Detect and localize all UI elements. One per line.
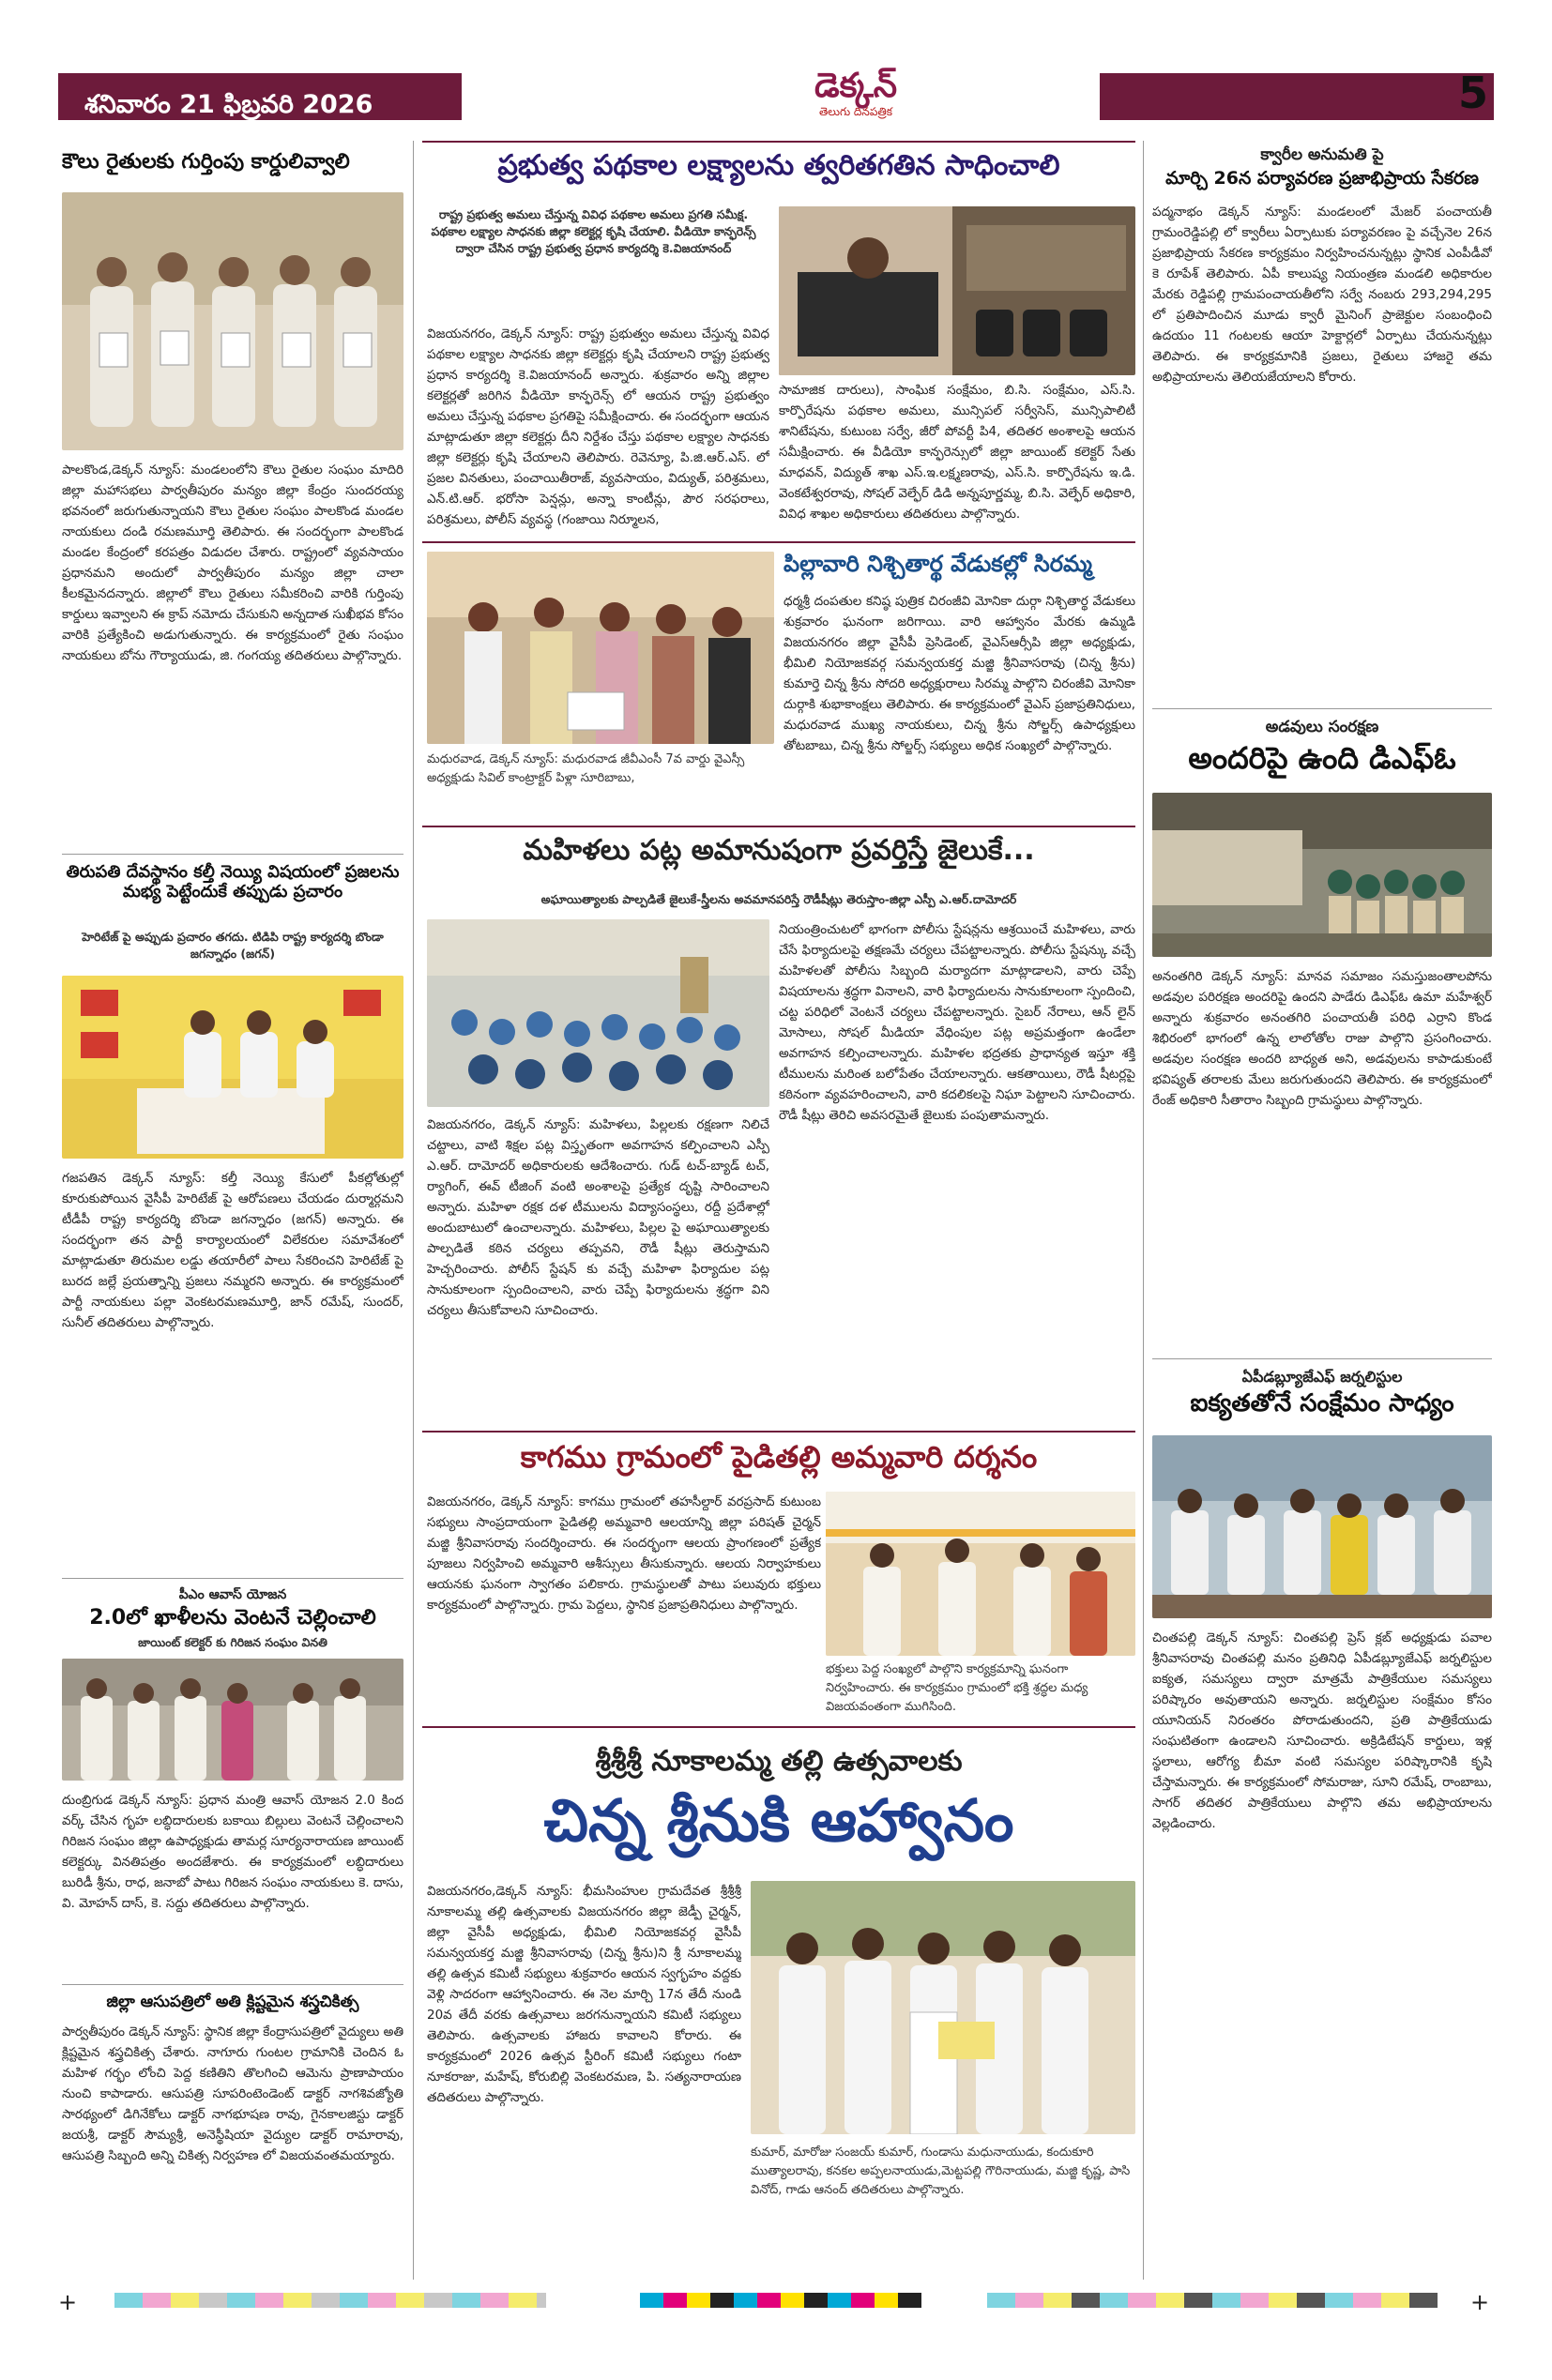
headline-forest: అందరిపై ఉంది డిఎఫ్ఓ	[1188, 740, 1456, 776]
article-govt-schemes-right: సామాజిక దారులు), సాంఘిక సంక్షేమం, బి.సి. సంక్షేమం, ఎస్.సి. కార్పొరేషను పథకాల అమలు, మున్సిపల్ సర్వీసెస్, మున్సిపాలిటీ శానిటేషను, కుటుంబ సర్వే, జీరో పోవర్టీ పి4, తదితర అంశాలపై ఆయన సమీక్షించారు. ఈ వీడియో కాన్ఫరెన్సులో జిల్లా జాయింట్ కలెక్టర్ సేతు మాధవన్, విద్యుత్ శాఖ ఎస్.ఇ.లక్ష్మణరావు, ఎస్.సి. కార్పొరేషను ఇ.డి. వెంకటేశ్వరరావు, సోషల్ వెల్ఫేర్ డిడి అన్నపూర్ణమ్మ, బి.సి. వెల్ఫేర్ అధికారి, వివిధ శాఖల అధికారులు తదితరులు పాల్గొన్నారు.	[779, 383, 1135, 522]
press-meet-graphic	[62, 976, 403, 1159]
article-journalists-body: చింతపల్లి డెక్కన్ న్యూస్: చింతపల్లి ప్రెస్ క్లబ్ అధ్యక్షుడు పవాల శ్రీనివాసరావు చింతపల్లి మనం ప్రతినిధి ఏపీడబ్ల్యూజేఎఫ్ జర్నలిస్టుల ఐక్యత, సమస్యలు ద్వారా మాత్రమే పాత్రికేయుల సమస్యలు పరిష్కారం అవుతాయని అన్నారు. జర్నలిస్టుల సంక్షేమం కోసం యూనియన్ నిరంతరం పోరాడుతుందని, ప్రతి పాత్రికేయుడు సంఘటితంగా ఉండాలని సూచించారు. అక్రిడిటేషన్ కార్డులు, ఇళ్ల స్థలాలు, ఆరోగ్య బీమా వంటి సమస్యల పరిష్కారానికి కృషి చేస్తామన్నారు. ఈ కార్యక్రమంలో సోమరాజు, సూని రమేష్, రాంబాబు, సాగర్ తదితర పాత్రికేయులు పాల్గొని తమ అభిప్రాయాలను వెల్లడించారు.	[1152, 1630, 1492, 1831]
kicker-awas-yojana: పీఎం ఆవాస్ యోజన	[178, 1587, 287, 1602]
column-rule	[1143, 141, 1144, 2280]
article-kagamu-temple-body: విజయనగరం, డెక్కన్ న్యూస్: కాగము గ్రామంలో తహసీల్దార్ వరప్రసాద్ కుటుంబ సభ్యులు సాంప్రదాయంగా పైడితల్లి అమ్మవారి ఆలయాన్ని జిల్లా పరిషత్ చైర్మన్ మజ్జి శ్రీనివాసరావు సందర్శించారు. ఈ సందర్భంగా ఆలయ ప్రాంగణంలో ప్రత్యేక పూజలు నిర్వహించి అమ్మవారి ఆశీస్సులు తీసుకున్నారు. ఆలయ నిర్వాహకులు ఆయనకు ఘనంగా స్వాగతం పలికారు. గ్రామస్థులతో పాటు పలువురు భక్తులు కార్యక్రమంలో పాల్గొన్నారు. గ్రామ పెద్దలు, స్థానిక ప్రజాప్రతినిధులు పాల్గొన్నారు.	[427, 1494, 821, 1613]
headline-quarry: మార్చి 26న పర్యావరణ ప్రజాభిప్రాయ సేకరణ	[1165, 168, 1479, 189]
photo-engagement	[427, 552, 774, 744]
registration-mark: +	[58, 2289, 78, 2315]
subhead-govt-schemes: రాష్ట్ర ప్రభుత్వ అమలు చేస్తున్న వివిధ పథకాల అమలు ప్రగతి సమీక్ష. పథకాల లక్ష్యాల సాధనకు జిల్లా కలెక్టర్ల కృషి చేయాలి. వీడియో కాన్ఫరెన్స్ ద్వారా చేసిన రాష్ట్ర ప్రభుత్వ ప్రధాన కార్యదర్శి కె.విజయానంద్	[431, 207, 756, 255]
headline-invitation: చిన్న శ్రీనుకి ఆహ్వానం	[543, 1786, 1014, 1855]
headline-tenant-farmers: కౌలు రైతులకు గుర్తింపు కార్డులివ్వాలి	[62, 150, 350, 174]
color-bar-center	[640, 2293, 921, 2308]
subhead-tirupati-ghee: హెరిటేజ్ పై అప్పుడు ప్రచారం తగదు. టిడిపి రాష్ట్ర కార్యదర్శి బొండా జగన్నాధం (జగన్)	[82, 930, 384, 961]
article-women-safety-right: నియంత్రించుటలో భాగంగా పోలీసు స్టేషన్లను ఆశ్రయించే మహిళలు, వారు చేసే ఫిర్యాదులపై తక్షణమే చర్యలు చేపట్టాలన్నారు. పోలీసు స్టేషన్కు వచ్చే మహిళలతో పోలీసు సిబ్బంది మర్యాదగా మాట్లాడాలని, వారు చెప్పే విషయాలను శ్రద్ధగా వినాలని, వారి ఫిర్యాదులను సానుకూలంగా స్పందించి, చట్ట పరిధిలో వెంటనే చర్యలు చేపట్టాలన్నారు. సైబర్ నేరాలు, ఆన్ లైన్ మోసాలు, సోషల్ మీడియా వేధింపుల పట్ల అప్రమత్తంగా ఉండేలా అవగాహన కల్పించాలన్నారు. మహిళల భద్రతకు ప్రాధాన్యత ఇస్తూ శక్తి టీములను మరింత బలోపేతం చేయాలన్నారు. ఆకతాయిలు, రౌడీ షీటర్లపై కఠినంగా వ్యవహరించాలని, వారి కదలికలపై నిఘా పెట్టాలని సూచించారు. రౌడీ షీట్లు తెరిచి అవసరమైతే జైలుకు పంపుతామన్నారు.	[779, 922, 1135, 1123]
kicker-quarry: క్వారీల అనుమతి పై	[1260, 145, 1384, 164]
kicker-nookalamma: శ్రీశ్రీశ్రీ నూకాలమ్మ తల్లి ఉత్సవాలకు	[595, 1745, 963, 1778]
divider	[62, 854, 403, 855]
farmers-photo-graphic	[62, 192, 403, 450]
subhead-women-safety: అఘాయిత్యాలకు పాల్పడితే జైలుకే-స్త్రీలను అవమానపరిస్తే రౌడీషీట్లు తెరుస్తాం-జిల్లా ఎస్పీ ఎ.ఆర్.దామోదర్	[540, 892, 1017, 906]
top-story-rule	[422, 141, 1135, 143]
photo-forest-meeting	[1152, 793, 1492, 957]
newspaper-logo	[799, 68, 912, 122]
headline-engagement: పిల్లావారి నిశ్చితార్థ వేడుకల్లో సిరమ్మ	[784, 551, 1092, 577]
masthead-date-bar	[58, 73, 462, 120]
page-number: 5	[1457, 68, 1488, 118]
photo-temple-visit	[826, 1492, 1135, 1656]
logo-brand: డెక్కన్	[814, 67, 898, 105]
headline-kagamu-temple: కాగము గ్రామంలో పైడితల్లి అమ్మవారి దర్శనం	[520, 1439, 1038, 1475]
photo-journalists-meet	[1152, 1435, 1492, 1618]
police-meeting-graphic	[427, 919, 769, 1107]
story-rule	[422, 1726, 1135, 1728]
masthead	[58, 66, 1494, 124]
article-quarry-body: పద్మనాభం డెక్కన్ న్యూస్: మండలంలో మేజర్ పంచాయతీ గ్రామంరెడ్డిపల్లి లో క్వారీలు ఏర్పాటుకు పర్యావరణం పై వచ్చేనెల 26న ప్రజాభిప్రాయ సేకరణ కార్యక్రమం నిర్వహించనున్నట్లు స్థానిక ఎంపీడీవో కె రూపేశ్ తెలిపారు. ఏపీ కాలుష్య నియంత్రణ మండలి అధికారుల మేరకు రెడ్డిపల్లి గ్రామపంచాయతీలోని సర్వే నంబరు 293,294,295 లో ప్రతిపాదించిన మూడు క్వారీ మైనింగ్ ప్రాజెక్టుల సంబంధించి ఉదయం 11 గంటలకు ఆయా హెక్టార్లలో ఏర్పాటు చేయనున్నట్లు తెలిపారు. ఈ కార్యక్రమానికి ప్రజలు, రైతులు హాజరై తమ అభిప్రాయాలను తెలియజేయాలని కోరారు.	[1152, 205, 1492, 385]
story-rule	[422, 1431, 1135, 1433]
kicker-forest: అడవులు సంరక్షణ	[1265, 718, 1379, 736]
photo-press-meet	[62, 976, 403, 1159]
color-bar-left	[114, 2293, 546, 2308]
divider	[1152, 708, 1492, 709]
engagement-graphic	[427, 552, 774, 744]
headline-women-safety: మహిళలు పట్ల అమానుషంగా ప్రవర్తిస్తే జైలుకే...	[523, 834, 1035, 867]
caption-invitation: కుమార్, మారోజు సంజయ్ కుమార్, గుండాసు మధునాయుడు, కందుకూరి ముత్యాలరావు, కనకల అప్పలనాయుడు,మెట్టపల్లి గౌరినాయుడు, మజ్జి కృష్ణ, పాసి వినోద్, గాడు ఆనంద్ తదితరులు పాల్గొన్నారు.	[751, 2145, 1131, 2197]
print-registration-bar	[58, 2289, 1494, 2315]
logo-tagline: తెలుగు దినపత్రిక	[818, 105, 893, 118]
column-rule	[413, 141, 414, 2280]
divider	[62, 1984, 403, 1985]
masthead-date: శనివారం 21 ఫిబ్రవరి 2026	[84, 90, 373, 119]
photo-video-conference	[779, 206, 1135, 375]
video-conference-graphic	[779, 206, 1135, 375]
article-surgery-body: పార్వతీపురం డెక్కన్ న్యూస్: స్థానిక జిల్లా కేంద్రాసుపత్రిలో వైద్యులు అతి క్లిష్టమైన శస్త్రచికిత్స చేశారు. నాగూరు గుంటల గ్రామానికి చెందిన ఓ మహిళ గర్భం లోంచి పెద్ద కణితిని తొలగించి ఆమెను ప్రాణాపాయం నుంచి కాపాడారు. ఆసుపత్రి సూపరింటెండెంట్ డాక్టర్ నాగశివజ్యోతి సారథ్యంలో డిగినేకోలు డాక్టర్ నాగభూషణ రావు, గైనకాలజిస్టు డాక్టర్ జయశ్రీ, డాక్టర్ సౌమ్యశ్రీ, అనెస్థీషియా వైద్యుల డాక్టర్ రామారావు, ఆసుపత్రి సిబ్బంది అన్ని చికిత్స నిర్వహణ లో విజయవంతమయ్యారు.	[62, 2024, 403, 2163]
article-women-safety-left: విజయనగరం, డెక్కన్ న్యూస్: మహిళలు, పిల్లలకు రక్షణగా నిలిచే చట్టాలు, వాటి శిక్షల పట్ల విస్తృతంగా అవగాహన కల్పించాలని ఎస్పీ ఎ.ఆర్. దామోదర్ అధికారులకు ఆదేశించారు. గుడ్ టచ్-బ్యాడ్ టచ్, ర్యాగింగ్, ఈవ్ టీజింగ్ వంటి అంశాలపై ప్రత్యేక దృష్టి సారించాలని అన్నారు. మహిళా రక్షక దళ టీములను విద్యాసంస్థలు, రద్దీ ప్రదేశాల్లో అందుబాటులో ఉంచాలన్నారు. మహిళలు, పిల్లల పై అఘాయిత్యాలకు పాల్పడితే కఠిన చర్యలు తప్పవని, రౌడీ షీట్లు తెరుస్తామని హెచ్చరించారు. పోలీస్ స్టేషన్ కు వచ్చే మహిళా ఫిర్యాదుల పట్ల సానుకూలంగా స్పందించాలని, వారు చెప్పే ఫిర్యాదులను శ్రద్ధగా విని చర్యలు తీసుకోవాలని సూచించారు.	[427, 1117, 769, 1318]
story-rule	[422, 826, 1135, 827]
divider	[1152, 1358, 1492, 1359]
journalists-meet-graphic	[1152, 1435, 1492, 1618]
headline-govt-schemes: ప్రభుత్వ పథకాల లక్ష్యాలను త్వరితగతిన సాధించాలి	[497, 149, 1060, 182]
article-engagement-body: ధర్మశ్రీ దంపతుల కనిష్ఠ పుత్రిక చిరంజీవి మోనికా దుర్గా నిశ్చితార్థ వేడుకలు శుక్రవారం ఘనంగా జరిగాయి. వారి ఆహ్వానం మేరకు ఉమ్మడి విజయనగరం జిల్లా వైసీపీ ప్రెసిడెంట్, వైఎస్ఆర్సీపి జిల్లా అధ్యక్షుడు, భీమిలి నియోజకవర్గ సమన్వయకర్త మజ్జి శ్రీనివాసరావు (చిన్న శ్రీను) కుమార్తె చిన్న శ్రీను సోదరి అధ్యక్షురాలు సిరమ్మ పాల్గొని చిరంజీవి మోనికా దుర్గాకి శుభాకాంక్షలు తెలిపారు. ఈ కార్యక్రమంలో వైఎస్ ప్రజాప్రతినిధులు, మధురవాడ ముఖ్య నాయకులు, చిన్న శ్రీను సోల్జర్స్ ఉపాధ్యక్షులు తోటబాబు, చిన్న శ్రీను సోల్జర్స్ సభ్యులు అధిక సంఖ్యలో పాల్గొన్నారు.	[784, 594, 1135, 753]
color-bar-right	[987, 2293, 1438, 2308]
photo-farmers-pamphlet	[62, 192, 403, 450]
joint-collector-graphic	[62, 1659, 403, 1781]
headline-tirupati-ghee: తిరుపతి దేవస్థానం కల్తీ నెయ్యి విషయంలో ప్రజలను మభ్య పెట్టేందుకే తప్పుడు ప్రచారం	[66, 862, 400, 902]
article-tirupati-ghee-body: గజపతిన డెక్కన్ న్యూస్: కల్తీ నెయ్యి కేసులో పీకల్లోతుల్లో కూరుకుపోయిన వైసీపీ హెరిటేజ్ పై ఆరోపణలు చేయడం దుర్మార్గమని టీడీపీ రాష్ట్ర కార్యదర్శి బొండా జగన్నాధం (జగన్) అన్నారు. ఈ సందర్భంగా తన పార్టీ కార్యాలయంలో విలేకరుల సమావేశంలో మాట్లాడుతూ తిరుమల లడ్డు తయారీలో పాలు సేకరించని హెరిటేజ్ పై బురద జల్లే ప్రయత్నాన్ని ప్రజలు నమ్మరని అన్నారు. ఈ కార్యక్రమంలో పార్టీ నాయకులు పల్లా వెంకటరమణమూర్తి, జాన్ రమేష్, సుందర్, సునీల్ తదితరులు పాల్గొన్నారు.	[62, 1171, 403, 1330]
story-rule	[422, 541, 1135, 543]
caption-engagement: మధురవాడ, డెక్కన్ న్యూస్: మధురవాడ జీవీఎంసీ 7వ వార్డు వైఎస్సీ అధ్యక్షుడు సివిల్ కాంట్రాక్టర్ పిళ్లా సూరిబాబు,	[427, 752, 745, 785]
photo-joint-collector	[62, 1659, 403, 1781]
photo-police-meeting	[427, 919, 769, 1107]
article-awas-yojana-body: దుంబ్రిగుడ డెక్కన్ న్యూస్: ప్రధాన మంత్రి ఆవాస్ యోజన 2.0 కింద వర్క్ చేసిన గృహ లబ్ధిదారులకు బకాయి బిల్లులు వెంటనే చెల్లించాలని గిరిజన సంఘం జిల్లా ఉపాధ్యక్షుడు తామర్ల సూర్యనారాయణ జాయింట్ కలెక్టర్కు వినతిపత్రం అందజేశారు. ఈ కార్యక్రమంలో లబ్ధిదారులు బురిడీ శ్రీను, రాధ, జనాబో పాటు గిరిజన సంఘం నాయకులు కె. దాసు, వి. మోహన్ దాస్, కె. సద్దు తదితరులు పాల్గొన్నారు.	[62, 1793, 403, 1911]
caption-temple-visit: భక్తులు పెద్ద సంఖ్యలో పాల్గొని కార్యక్రమాన్ని ఘనంగా నిర్వహించారు. ఈ కార్యక్రమం గ్రామంలో భక్తి శ్రద్ధల మధ్య విజయవంతంగా ముగిసింది.	[826, 1662, 1088, 1714]
article-forest-body: అనంతగిరి డెక్కన్ న్యూస్: మానవ సమాజం సమస్తుజంతాలపోను అడవుల పరిరక్షణ అందరిపై ఉందని పాడేరు డిఎఫ్ఓ ఉమా మహేశ్వర్ అన్నారు శుక్రవారం అనంతగిరి పంచాయతీ పరిధి ఎర్రాని కొండ శిభిరంలో భాగంలో ఉన్న లాలోతోల రాజు పాల్గొని ప్రసంగించారు. అడవుల సంరక్షణ అందరి బాధ్యత అని, అడవులను కాపాడుకుంటే భవిష్యత్ తరాలకు మేలు జరుగుతుందని తెలిపారు. ఈ కార్యక్రమంలో రేంజ్ అధికారి సీతారాం సిబ్బంది గ్రామస్థులు పాల్గొన్నారు.	[1152, 969, 1492, 1108]
masthead-right-bar	[1100, 73, 1494, 120]
divider	[62, 1578, 403, 1579]
article-invitation-body: విజయనగరం,డెక్కన్ న్యూస్: భీమసింహుల గ్రామదేవత శ్రీశ్రీశ్రీ నూకాలమ్మ తల్లి ఉత్సవాలకు విజయనగరం జిల్లా జెడ్పీ చైర్మన్, జిల్లా వైసీపీ అధ్యక్షుడు, భీమిలి నియోజకవర్గ వైసీపీ సమన్వయకర్త మజ్జి శ్రీనివాసరావు (చిన్న శ్రీను)ని శ్రీ నూకాలమ్మ తల్లి ఉత్సవ కమిటీ సభ్యులు శుక్రవారం ఆయన స్వగృహం వద్దకు వెళ్లి సాదరంగా ఆహ్వానించారు. ఈ నెల మార్చి 17న తేదీ నుండి 20వ తేదీ వరకు ఉత్సవాలు జరగనున్నాయని కమిటీ సభ్యులు తెలిపారు. ఉత్సవాలకు హాజరు కావాలని కోరారు. ఈ కార్యక్రమంలో 2026 ఉత్సవ స్టీరింగ్ కమిటీ సభ్యులు గంటా నూకరాజు, మహేష్, కోరుబిల్లి వెంకటరమణ, పి. సత్యనారాయణ తదితరులు పాల్గొన్నారు.	[427, 1884, 741, 2105]
forest-meeting-graphic	[1152, 793, 1492, 957]
subhead-awas-yojana: జాయింట్ కలెక్టర్ కు గిరిజన సంఘం వినతి	[138, 1635, 327, 1649]
headline-surgery: జిల్లా ఆసుపత్రిలో అతి క్లిష్టమైన శస్త్రచికిత్స	[106, 1993, 359, 2011]
article-tenant-farmers-body: పాలకొండ,డెక్కన్ న్యూస్: మండలంలోని కౌలు రైతుల సంఘం మాదిరి జిల్లా మహాసభలు పార్వతీపురం మన్యం జిల్లా కేంద్రం సుందరయ్య భవనంలో జరుగుతున్నాయని కౌలు రైతుల సంఘం పాలకొండ మండల నాయకులు దండి రమణమూర్తి తెలిపారు. ఈ సందర్భంగా పాలకొండ మండల కేంద్రంలో కరపత్రం విడుదల చేశారు. రాష్ట్రంలో వ్యవసాయం ప్రధానమని అందులో పార్వతీపురం మన్యం జిల్లా చాలా కీలకమైనదన్నారు. జిల్లాలో కౌలు రైతులు సమీకరించి వారికి గుర్తింపు కార్డులు ఇవ్వాలని ఈ క్రాప్ నమోదు చేసుకుని అన్నదాత సుఖీభవ కోసం వారికి ప్రత్యేకించి అడుగుతున్నారు. ఈ కార్యక్రమంలో రైతు సంఘం నాయకులు బోను గౌర్యాయుడు, జి. గంగయ్య తదితరులు పాల్గొన్నారు.	[62, 462, 403, 663]
headline-awas-yojana: 2.0లో ఖాళీలను వెంటనే చెల్లించాలి	[89, 1606, 376, 1630]
article-govt-schemes-left: విజయనగరం, డెక్కన్ న్యూస్: రాష్ట్ర ప్రభుత్వం అమలు చేస్తున్న వివిధ పథకాల లక్ష్యాల సాధనకు జిల్లా కలెక్టర్లు కృషి చేయాలని రాష్ట్ర ప్రభుత్వ ప్రధాన కార్యదర్శి కె.విజయానంద్ అన్నారు. శుక్రవారం అన్ని జిల్లాల కలెక్టర్లతో జరిగిన వీడియో కాన్ఫరెన్స్ లో ఆయన రాష్ట్ర ప్రభుత్వం అమలు చేస్తున్న పథకాల ప్రగతిపై సమీక్షించారు. ఈ సందర్భంగా ఆయన మాట్లాడుతూ జిల్లా కలెక్టర్లు దీని నిర్దేశం చేస్తు పథకాల లక్ష్యాల సాధనకు జిల్లా కలెక్టర్లు కృషి చేయాలని తెలిపారు. రెవెన్యూ, పి.జి.ఆర్.ఎస్. లో ప్రజల వినతులు, పంచాయితీరాజ్, వ్యవసాయం, విద్యుత్, పరిశ్రమలు, ఎన్.టి.ఆర్. భరోసా పెన్షన్లు, అన్నా కాంటీన్లు, పౌర సరఫరాలు, పరిశ్రమలు, పోలీస్ వ్యవస్థ (గంజాయి నిర్మూలన,	[427, 326, 769, 527]
photo-invitation	[751, 1881, 1135, 2134]
headline-journalists: ఐక్యతతోనే సంక్షేమం సాధ్యం	[1190, 1389, 1454, 1417]
temple-visit-graphic	[826, 1492, 1135, 1656]
kicker-journalists: ఏపీడబ్ల్యూజేఎఫ్ జర్నలిస్టుల	[1241, 1368, 1403, 1386]
registration-mark: +	[1470, 2289, 1490, 2315]
invitation-graphic	[751, 1881, 1135, 2134]
